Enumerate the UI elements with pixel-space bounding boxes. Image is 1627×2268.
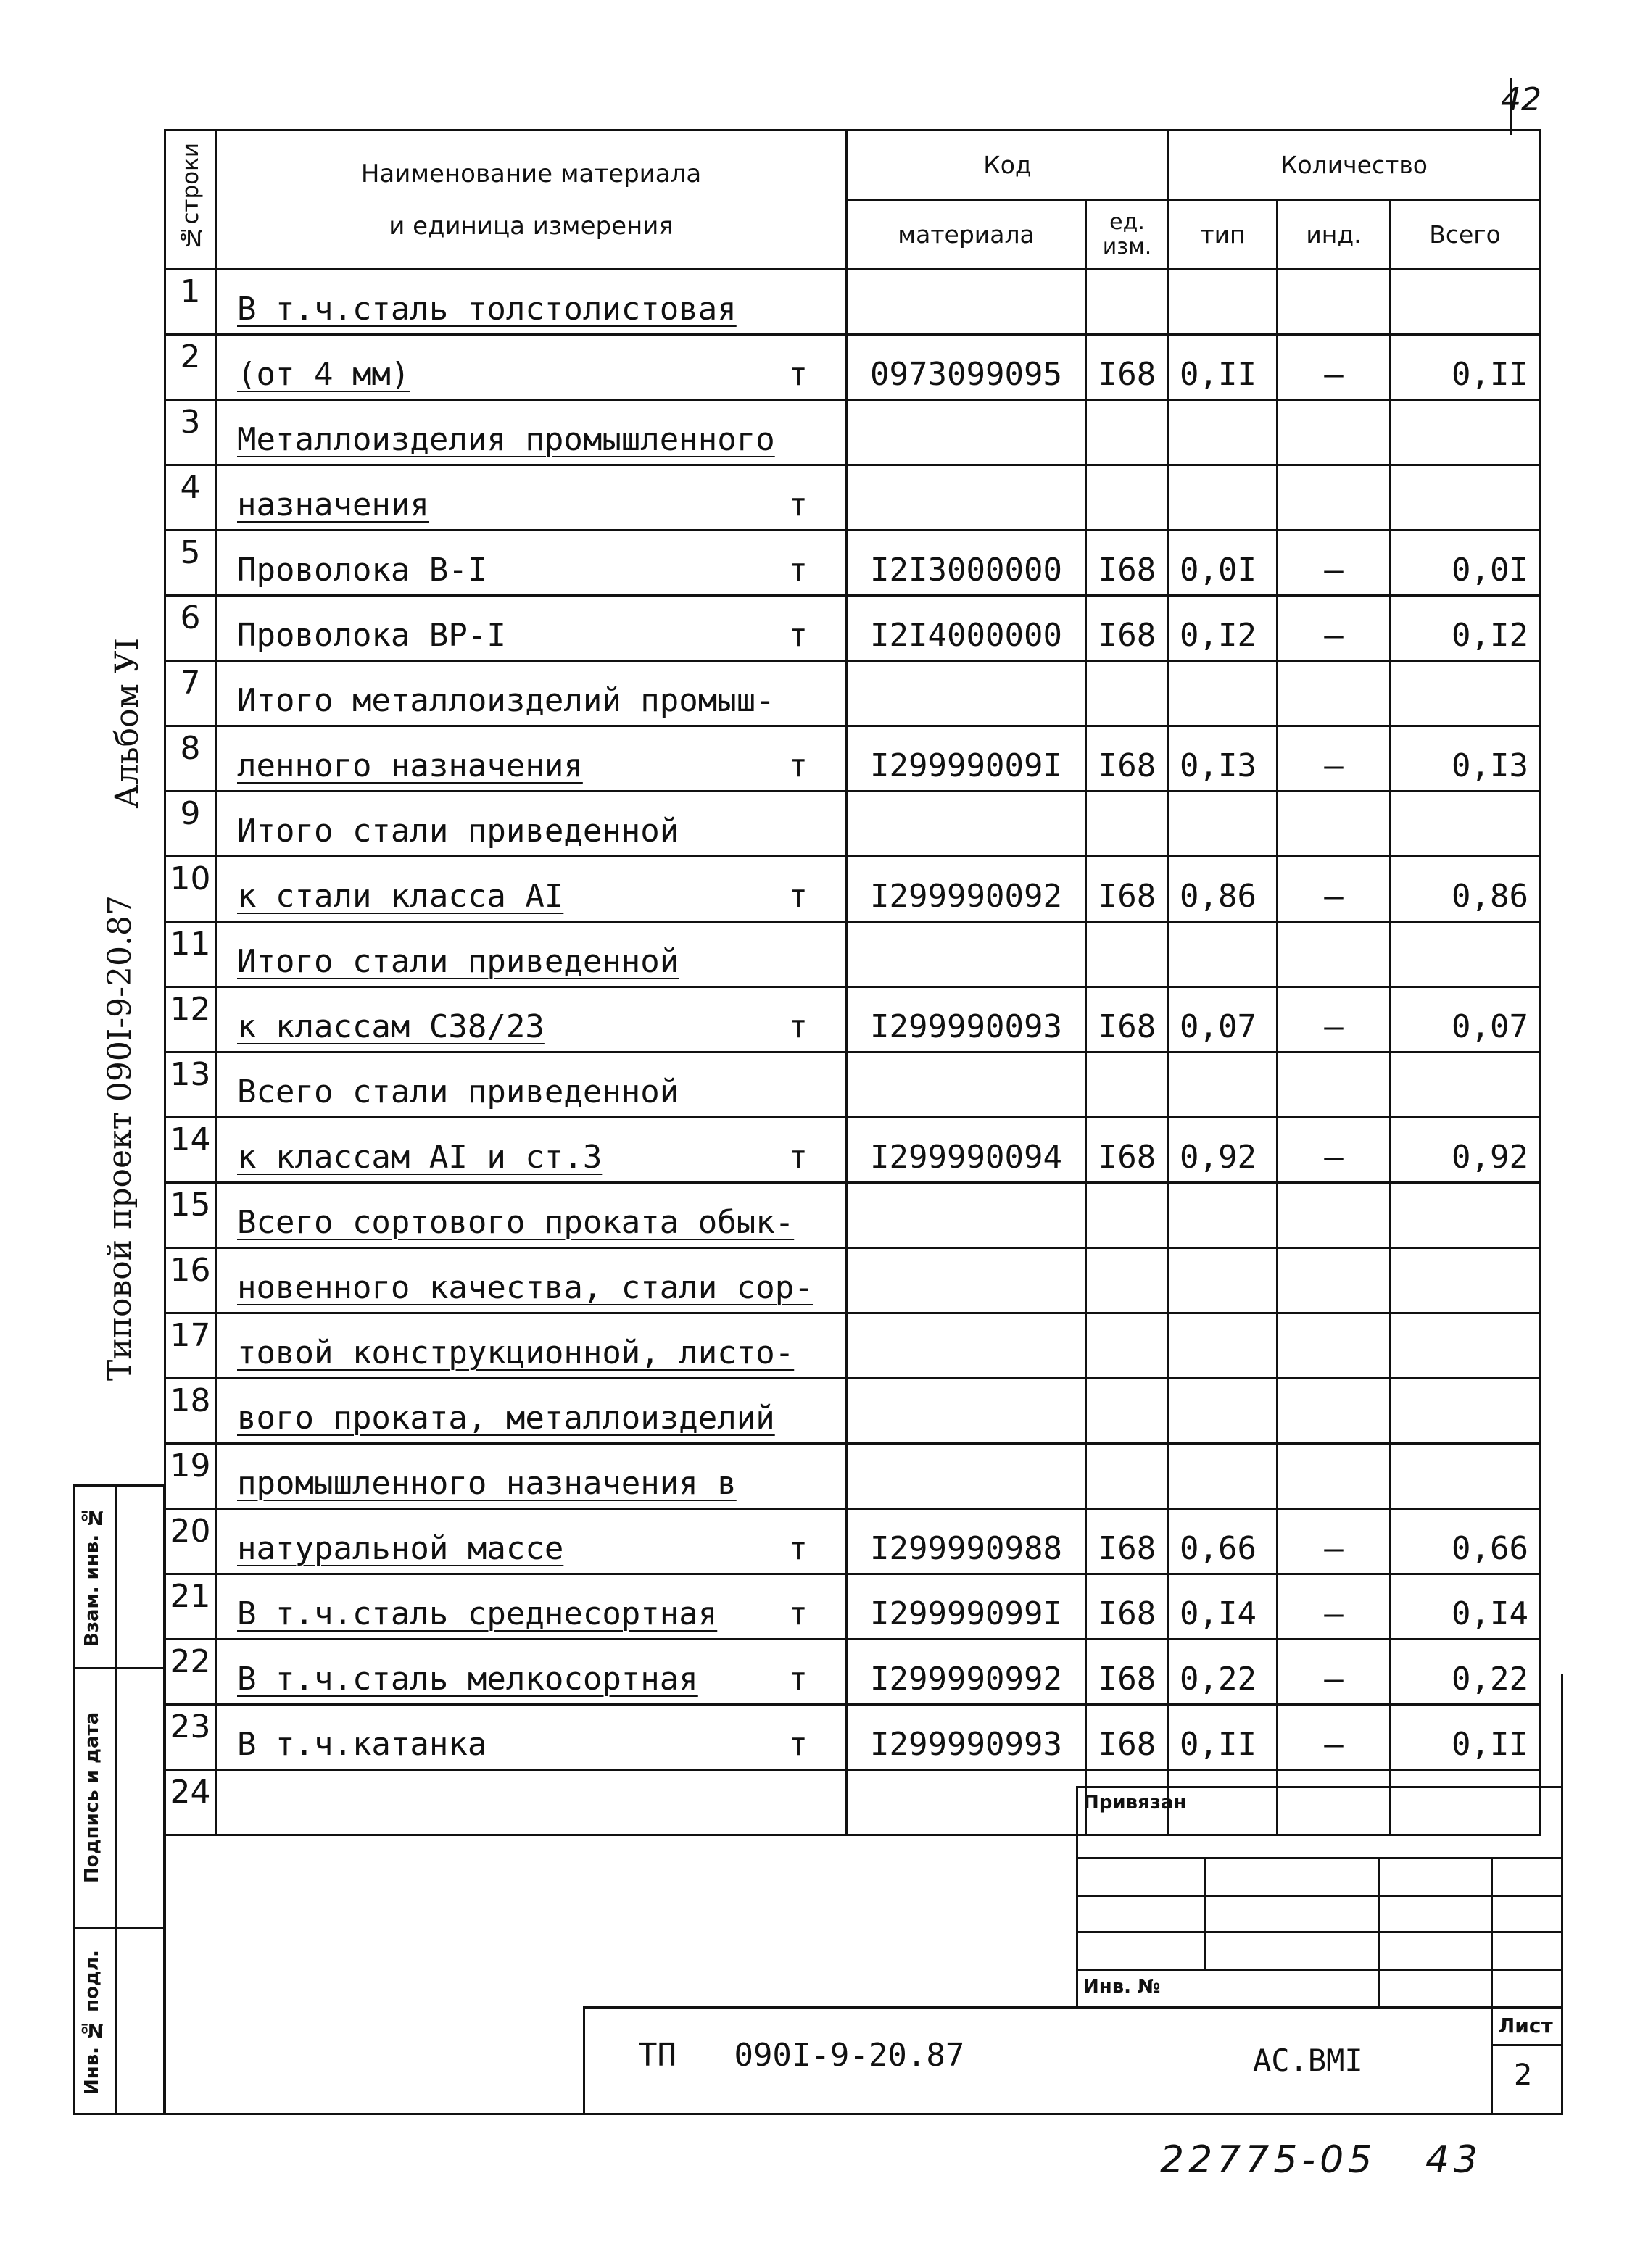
table-row — [165, 531, 1540, 596]
row-qty-ind — [1278, 1444, 1391, 1509]
row-material-code: I299990094 — [847, 1118, 1086, 1183]
row-qty-type — [1169, 465, 1278, 531]
row-unit-code — [1086, 1444, 1169, 1509]
row-name-text: Итого металлоизделий промыш- — [237, 682, 775, 719]
row-unit: т — [788, 552, 808, 589]
row-material-code — [847, 1052, 1086, 1118]
row-qty-ind — [1278, 1379, 1391, 1444]
side-stamp-divider-h2 — [73, 1927, 165, 1929]
row-qty-total: 0,0I — [1391, 531, 1540, 596]
row-number: 24 — [165, 1770, 216, 1835]
row-qty-type: 0,II — [1169, 335, 1278, 400]
row-material-code — [847, 1379, 1086, 1444]
row-qty-ind — [1278, 661, 1391, 726]
binding-inv-label: Инв. № — [1083, 1976, 1161, 1998]
row-number: 20 — [165, 1509, 216, 1574]
row-name-text: В т.ч.сталь толстолистовая — [237, 291, 737, 328]
row-unit-code — [1086, 465, 1169, 531]
row-unit: т — [788, 878, 808, 915]
row-qty-type — [1169, 792, 1278, 857]
row-name — [216, 1444, 847, 1509]
row-name-text: В т.ч.сталь мелкосортная — [237, 1661, 698, 1698]
row-unit-code — [1086, 792, 1169, 857]
binding-vline-1 — [1204, 1857, 1206, 1969]
row-unit-code: I68 — [1086, 857, 1169, 922]
row-qty-type: 0,II — [1169, 1705, 1278, 1770]
header-code-material: материала — [847, 200, 1086, 270]
row-name — [216, 987, 847, 1052]
row-qty-type — [1169, 1313, 1278, 1379]
row-unit-code: I68 — [1086, 1705, 1169, 1770]
row-name — [216, 1248, 847, 1313]
title-sheet-divider-h — [1491, 2044, 1563, 2046]
row-qty-total — [1391, 1248, 1540, 1313]
row-qty-type: 0,0I — [1169, 531, 1278, 596]
row-name-text: вого проката, металлоизделий — [237, 1400, 775, 1437]
row-material-code — [847, 792, 1086, 857]
table-row — [165, 1574, 1540, 1640]
row-name — [216, 857, 847, 922]
row-qty-ind — [1278, 1183, 1391, 1248]
row-name-text: новенного качества, стали сор- — [237, 1269, 814, 1306]
row-qty-ind: – — [1278, 1118, 1391, 1183]
stamp-sign-date: Подпись и дата — [81, 1711, 103, 1884]
row-qty-total — [1391, 922, 1540, 987]
header-name-line1: Наименование материала — [360, 159, 702, 188]
row-unit-code: I68 — [1086, 335, 1169, 400]
row-number: 11 — [165, 922, 216, 987]
row-name-text: Проволока В-I — [237, 552, 487, 589]
row-qty-total: 0,07 — [1391, 987, 1540, 1052]
title-sheet-divider-v — [1491, 2006, 1493, 2115]
row-material-code: I299990092 — [847, 857, 1086, 922]
header-row-number: №строки — [165, 130, 216, 270]
row-material-code: I29999009I — [847, 726, 1086, 792]
row-qty-type — [1169, 1052, 1278, 1118]
row-material-code — [847, 1248, 1086, 1313]
row-qty-type: 0,66 — [1169, 1509, 1278, 1574]
row-qty-type: 0,92 — [1169, 1118, 1278, 1183]
row-unit: т — [788, 1595, 808, 1632]
row-qty-ind: – — [1278, 1705, 1391, 1770]
row-unit-code: I68 — [1086, 1118, 1169, 1183]
title-sheet-number: 2 — [1514, 2059, 1533, 2092]
row-qty-type — [1169, 1248, 1278, 1313]
row-number: 4 — [165, 465, 216, 531]
table-row — [165, 661, 1540, 726]
row-name — [216, 596, 847, 661]
row-material-code — [847, 400, 1086, 465]
row-qty-ind: – — [1278, 987, 1391, 1052]
row-material-code: I299990093 — [847, 987, 1086, 1052]
title-doc-code: АС.ВМI — [1253, 2043, 1363, 2078]
row-qty-total — [1391, 465, 1540, 531]
row-name — [216, 661, 847, 726]
row-name-text: В т.ч.катанка — [237, 1726, 487, 1763]
header-quantity-group: Количество — [1169, 130, 1540, 200]
table-row — [165, 335, 1540, 400]
row-unit-code — [1086, 661, 1169, 726]
row-number: 19 — [165, 1444, 216, 1509]
row-material-code — [847, 1313, 1086, 1379]
row-unit: т — [788, 486, 808, 523]
header-qty-total: Всего — [1391, 200, 1540, 270]
row-name — [216, 1574, 847, 1640]
table-row — [165, 400, 1540, 465]
row-number: 12 — [165, 987, 216, 1052]
row-qty-total: 0,I4 — [1391, 1574, 1540, 1640]
row-name-text: к классам АI и ст.3 — [237, 1139, 603, 1176]
row-name — [216, 465, 847, 531]
row-qty-total — [1391, 400, 1540, 465]
row-name — [216, 1509, 847, 1574]
row-qty-total: 0,II — [1391, 335, 1540, 400]
row-number: 15 — [165, 1183, 216, 1248]
row-unit-code: I68 — [1086, 596, 1169, 661]
row-unit-code — [1086, 1248, 1169, 1313]
row-number: 22 — [165, 1640, 216, 1705]
row-name-text: назначения — [237, 486, 429, 523]
header-code-unit: ед. изм. — [1086, 200, 1169, 270]
table-row — [165, 465, 1540, 531]
row-material-code — [847, 1183, 1086, 1248]
row-name — [216, 335, 847, 400]
row-unit-code: I68 — [1086, 1640, 1169, 1705]
binding-vline-3 — [1491, 1857, 1493, 2009]
row-qty-total — [1391, 1379, 1540, 1444]
title-sheet-label: Лист — [1498, 2014, 1553, 2038]
row-unit: т — [788, 1139, 808, 1176]
row-qty-type — [1169, 922, 1278, 987]
row-qty-ind: – — [1278, 726, 1391, 792]
row-number: 7 — [165, 661, 216, 726]
table-row — [165, 1248, 1540, 1313]
row-name-text: натуральной массе — [237, 1530, 564, 1567]
row-material-code — [847, 922, 1086, 987]
table-row — [165, 270, 1540, 335]
row-qty-total: 0,92 — [1391, 1118, 1540, 1183]
row-name-text: промышленного назначения в — [237, 1465, 737, 1502]
row-number: 3 — [165, 400, 216, 465]
table-row — [165, 922, 1540, 987]
row-unit: т — [788, 1661, 808, 1698]
row-qty-ind: – — [1278, 1509, 1391, 1574]
row-name — [216, 792, 847, 857]
project-label: Типовой проект 090I-9-20.87 — [102, 895, 138, 1381]
side-stamp-divider-v — [115, 1484, 117, 2115]
header-qty-ind: инд. — [1278, 200, 1391, 270]
row-number: 13 — [165, 1052, 216, 1118]
table-row — [165, 596, 1540, 661]
row-qty-total: 0,22 — [1391, 1640, 1540, 1705]
row-qty-type: 0,I2 — [1169, 596, 1278, 661]
row-unit-code — [1086, 1313, 1169, 1379]
row-unit-code — [1086, 400, 1169, 465]
row-name — [216, 1118, 847, 1183]
row-unit: т — [788, 617, 808, 654]
row-unit-code: I68 — [1086, 1509, 1169, 1574]
row-unit: т — [788, 356, 808, 393]
row-name-text: (от 4 мм) — [237, 356, 410, 393]
row-qty-total: 0,86 — [1391, 857, 1540, 922]
row-material-code: I2I4000000 — [847, 596, 1086, 661]
row-qty-type — [1169, 270, 1278, 335]
table-row — [165, 1183, 1540, 1248]
row-number: 6 — [165, 596, 216, 661]
header-qty-type: тип — [1169, 200, 1278, 270]
row-material-code — [847, 661, 1086, 726]
table-row — [165, 726, 1540, 792]
handwritten-footer: 22775-05 43 — [1160, 2138, 1483, 2182]
row-qty-total: 0,I3 — [1391, 726, 1540, 792]
row-material-code: I299990988 — [847, 1509, 1086, 1574]
row-qty-type — [1169, 1379, 1278, 1444]
row-number: 9 — [165, 792, 216, 857]
row-qty-ind: – — [1278, 531, 1391, 596]
row-number: 1 — [165, 270, 216, 335]
row-name-text: к стали класса АI — [237, 878, 564, 915]
row-number: 5 — [165, 531, 216, 596]
row-qty-total — [1391, 792, 1540, 857]
header-name — [216, 130, 847, 270]
row-unit-code: I68 — [1086, 1574, 1169, 1640]
header-name-line2: и единица измерения — [389, 211, 674, 241]
row-unit-code — [1086, 1183, 1169, 1248]
row-name-text: к классам С38/23 — [237, 1008, 545, 1045]
row-material-code: I2I3000000 — [847, 531, 1086, 596]
row-name-text: В т.ч.сталь среднесортная — [237, 1595, 718, 1632]
stamp-inv-orig: Инв. № подл. — [81, 1950, 103, 2095]
row-material-code — [847, 1444, 1086, 1509]
row-qty-ind — [1278, 270, 1391, 335]
row-number: 10 — [165, 857, 216, 922]
table-row — [165, 1313, 1540, 1379]
row-qty-total — [1391, 661, 1540, 726]
row-qty-ind — [1278, 400, 1391, 465]
table-row — [165, 792, 1540, 857]
row-name — [216, 1313, 847, 1379]
material-spec-table — [164, 129, 1541, 1836]
row-qty-total: 0,66 — [1391, 1509, 1540, 1574]
album-label: Альбом УI — [109, 638, 146, 809]
row-qty-type: 0,07 — [1169, 987, 1278, 1052]
row-qty-total: 0,II — [1391, 1705, 1540, 1770]
table-row — [165, 1444, 1540, 1509]
row-unit-code — [1086, 270, 1169, 335]
table-row — [165, 1052, 1540, 1118]
row-number: 21 — [165, 1574, 216, 1640]
row-number: 17 — [165, 1313, 216, 1379]
table-row — [165, 1118, 1540, 1183]
header-code-group: Код — [847, 130, 1169, 200]
table-row — [165, 1509, 1540, 1574]
row-name-text: Итого стали приведенной — [237, 943, 679, 980]
row-material-code — [847, 465, 1086, 531]
row-qty-type — [1169, 400, 1278, 465]
row-qty-total — [1391, 1444, 1540, 1509]
table-row — [165, 987, 1540, 1052]
row-number: 16 — [165, 1248, 216, 1313]
row-name — [216, 531, 847, 596]
row-qty-ind — [1278, 1052, 1391, 1118]
row-qty-ind: – — [1278, 1640, 1391, 1705]
row-number: 8 — [165, 726, 216, 792]
table-row — [165, 1379, 1540, 1444]
row-number: 2 — [165, 335, 216, 400]
row-name — [216, 400, 847, 465]
row-number: 14 — [165, 1118, 216, 1183]
row-number: 23 — [165, 1705, 216, 1770]
row-material-code: I299990993 — [847, 1705, 1086, 1770]
stamp-inv-replace: Взам. инв. № — [81, 1505, 103, 1648]
row-material-code — [847, 270, 1086, 335]
row-qty-type: 0,86 — [1169, 857, 1278, 922]
row-unit-code: I68 — [1086, 531, 1169, 596]
row-qty-ind — [1278, 465, 1391, 531]
row-unit-code — [1086, 1052, 1169, 1118]
row-unit-code: I68 — [1086, 726, 1169, 792]
row-unit-code — [1086, 922, 1169, 987]
row-number: 18 — [165, 1379, 216, 1444]
row-name-text: ленного назначения — [237, 747, 583, 784]
row-qty-total: 0,I2 — [1391, 596, 1540, 661]
row-name-text: Всего сортового проката обык- — [237, 1204, 795, 1241]
row-qty-total — [1391, 1052, 1540, 1118]
row-name-text: товой конструкционной, листо- — [237, 1334, 795, 1371]
row-qty-ind — [1278, 922, 1391, 987]
binding-label: Привязан — [1083, 1792, 1187, 1814]
row-name-text: Итого стали приведенной — [237, 813, 679, 850]
row-qty-ind: – — [1278, 857, 1391, 922]
row-qty-ind: – — [1278, 1574, 1391, 1640]
row-qty-type — [1169, 1183, 1278, 1248]
page-number: 42 — [1501, 81, 1541, 118]
row-qty-ind: – — [1278, 596, 1391, 661]
row-unit: т — [788, 1726, 808, 1763]
row-qty-type: 0,I3 — [1169, 726, 1278, 792]
row-name — [216, 270, 847, 335]
row-name-text: Металлоизделия промышленного — [237, 421, 775, 458]
row-qty-total — [1391, 1313, 1540, 1379]
table-row — [165, 857, 1540, 922]
row-name — [216, 726, 847, 792]
row-qty-type — [1169, 1444, 1278, 1509]
row-name — [216, 1052, 847, 1118]
row-unit: т — [788, 747, 808, 784]
row-qty-type: 0,22 — [1169, 1640, 1278, 1705]
side-stamp-divider-h1 — [73, 1667, 165, 1669]
row-name — [216, 1183, 847, 1248]
row-material-code: 0973099095 — [847, 335, 1086, 400]
row-unit-code: I68 — [1086, 987, 1169, 1052]
row-name — [216, 922, 847, 987]
row-qty-ind — [1278, 1248, 1391, 1313]
row-qty-ind — [1278, 792, 1391, 857]
row-unit-code — [1086, 1379, 1169, 1444]
row-material-code: I299990992 — [847, 1640, 1086, 1705]
row-name-text: Всего стали приведенной — [237, 1073, 679, 1110]
row-unit: т — [788, 1008, 808, 1045]
row-material-code: I29999099I — [847, 1574, 1086, 1640]
row-qty-type — [1169, 661, 1278, 726]
row-name-text: Проволока ВР-I — [237, 617, 506, 654]
row-qty-total — [1391, 270, 1540, 335]
row-unit: т — [788, 1530, 808, 1567]
title-project-code: ТП 090I-9-20.87 — [638, 2037, 965, 2074]
row-qty-ind — [1278, 1313, 1391, 1379]
row-name — [216, 1379, 847, 1444]
row-qty-ind: – — [1278, 335, 1391, 400]
row-qty-total — [1391, 1183, 1540, 1248]
row-qty-type: 0,I4 — [1169, 1574, 1278, 1640]
binding-vline-2 — [1378, 1857, 1380, 2009]
